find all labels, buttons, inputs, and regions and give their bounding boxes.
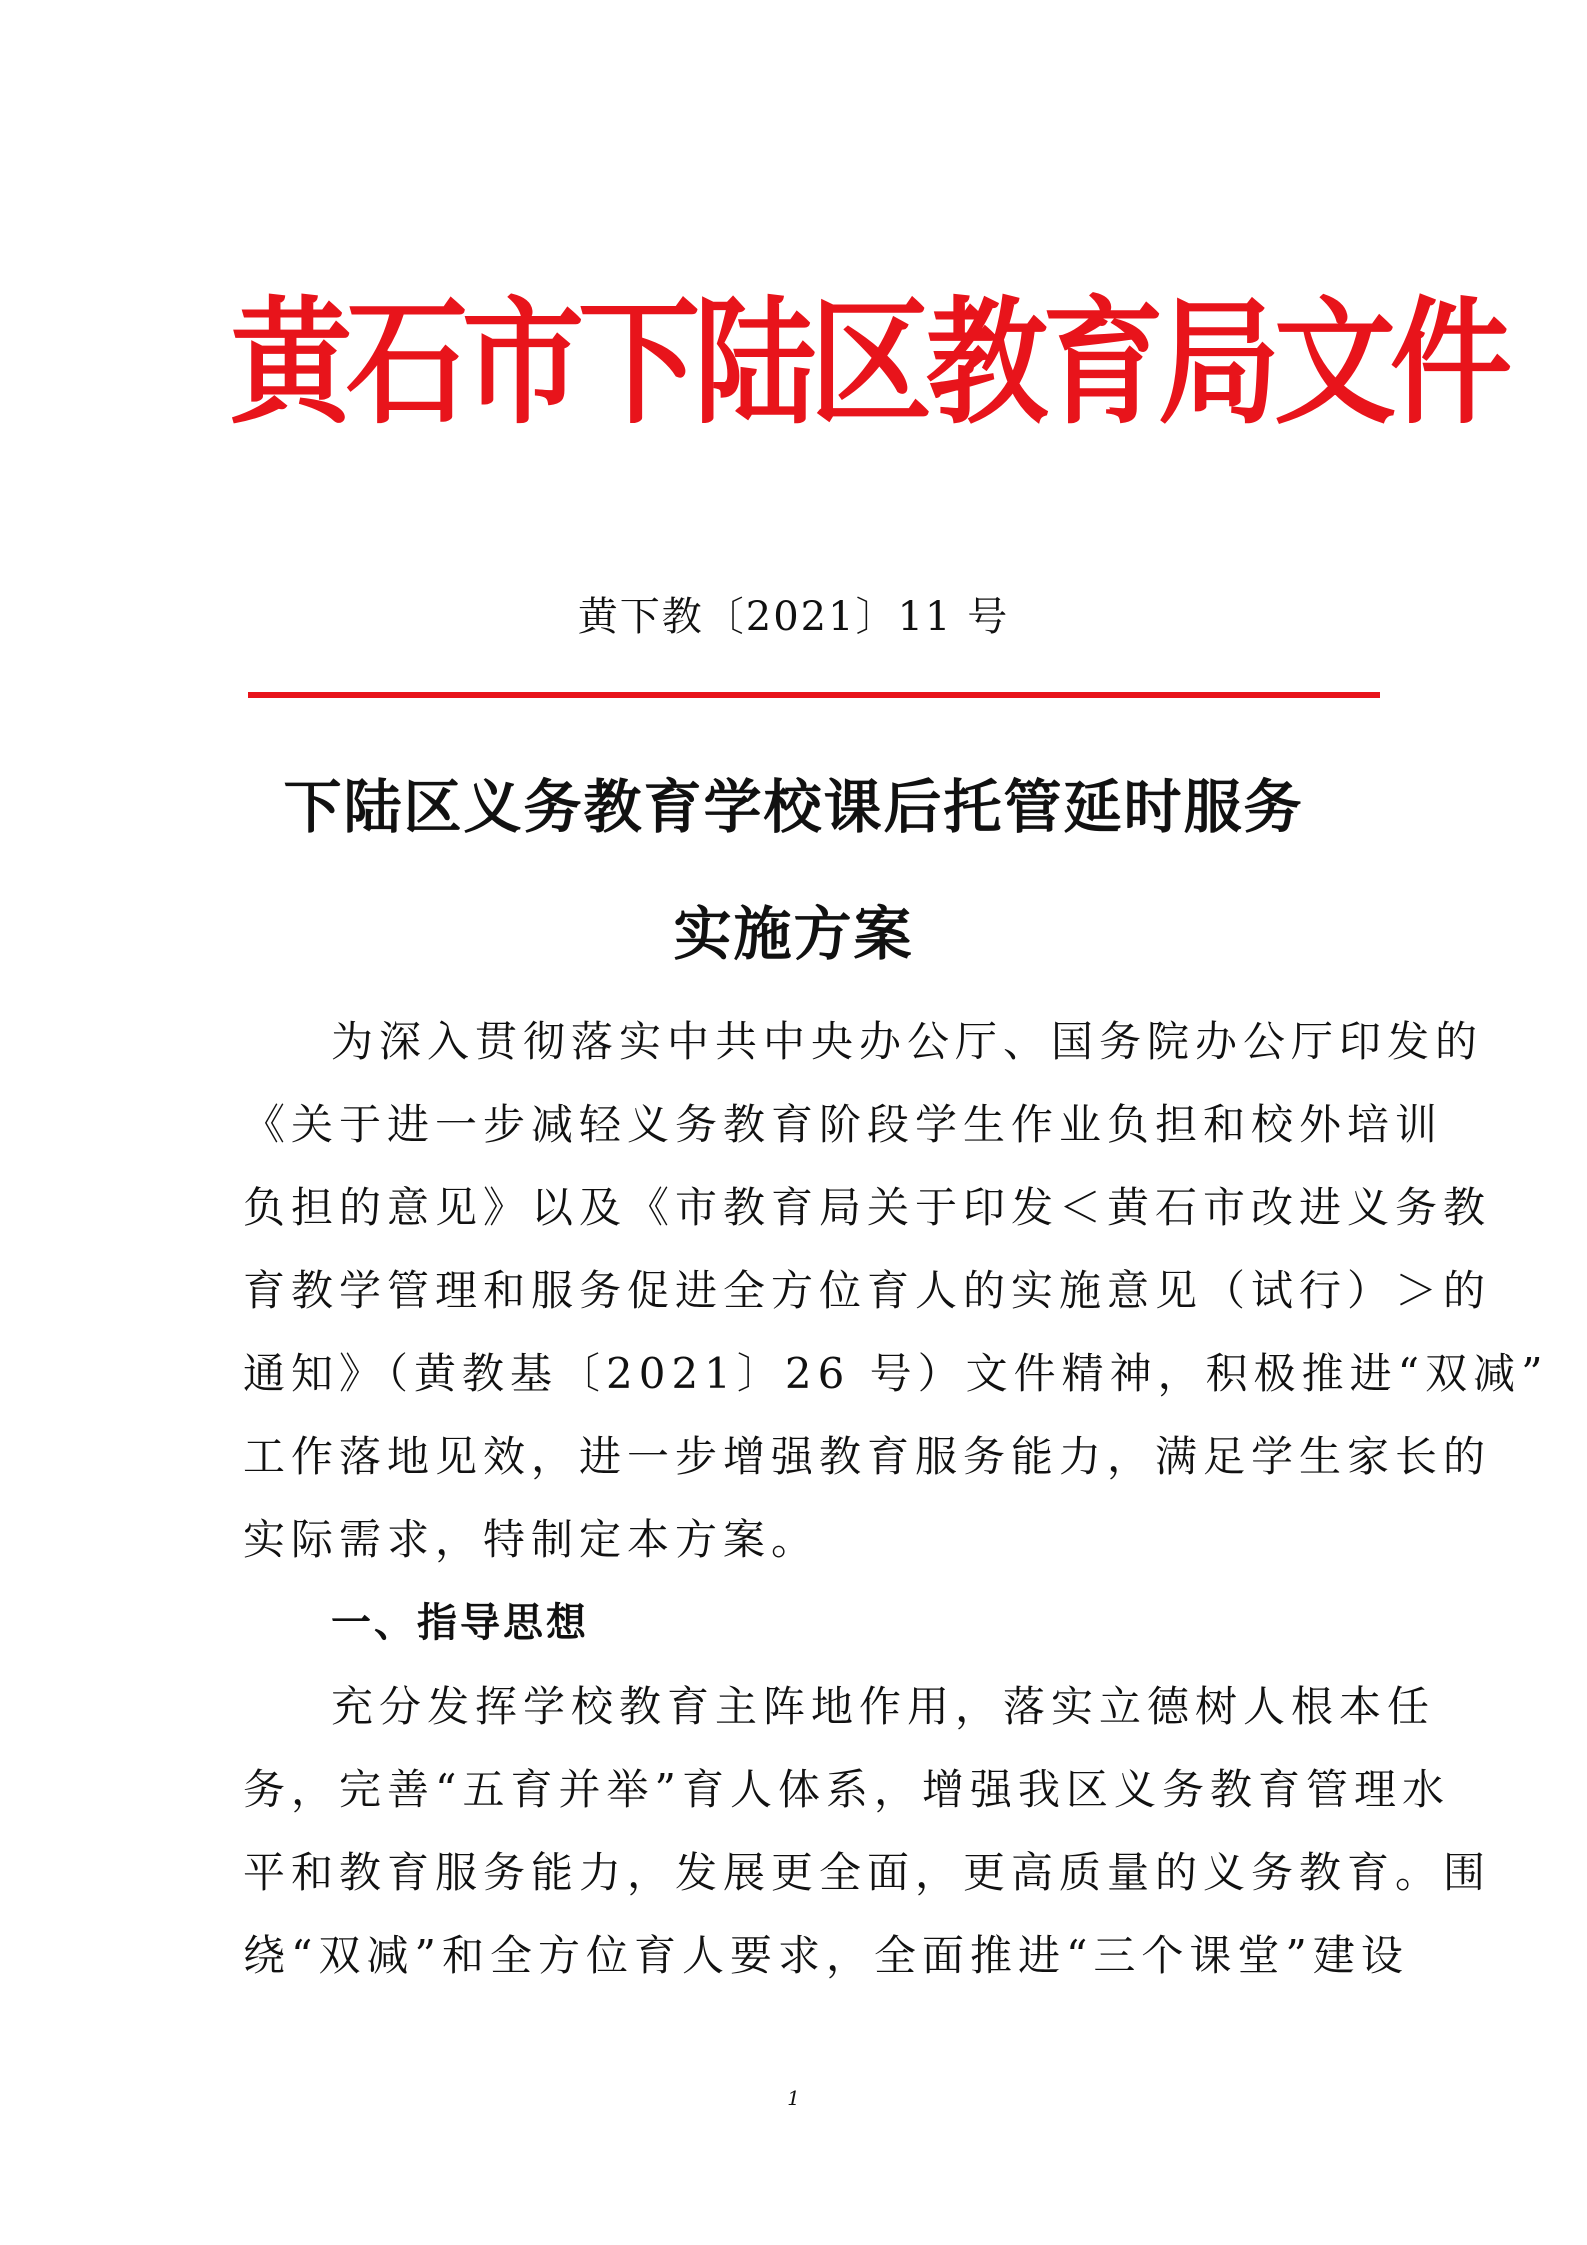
red-divider-line [248, 692, 1380, 698]
section-1-heading: 一、指导思想 [331, 1600, 589, 1646]
paragraph-1-line: 负担的意见》以及《市教育局关于印发＜黄石市改进义务教 [243, 1183, 1492, 1232]
paragraph-1-line: 实际需求，特制定本方案。 [243, 1515, 820, 1564]
paragraph-2-line: 务，完善“五育并举”育人体系，增强我区义务教育管理水 [243, 1765, 1450, 1814]
paragraph-1 [243, 1000, 1549, 1581]
issuer-header-title: 黄石市下陆区教育局文件 [230, 283, 1506, 443]
paragraph-2 [243, 1665, 1492, 1997]
paragraph-2-line: 充分发挥学校教育主阵地作用，落实立德树人根本任 [331, 1682, 1436, 1731]
document-title-line-2: 实施方案 [673, 900, 914, 968]
paragraph-1-line: 为深入贯彻落实中共中央办公厅、国务院办公厅印发的 [331, 1017, 1484, 1066]
paragraph-1-line: 育教学管理和服务促进全方位育人的实施意见（试行）＞的 [243, 1266, 1492, 1315]
paragraph-1-line: 《关于进一步减轻义务教育阶段学生作业负担和校外培训 [243, 1100, 1444, 1149]
page-number: 1 [787, 2086, 800, 2110]
paragraph-2-line: 平和教育服务能力，发展更全面，更高质量的义务教育。围 [243, 1848, 1492, 1897]
paragraph-2-line: 绕“双减”和全方位育人要求，全面推进“三个课堂”建设 [243, 1931, 1409, 1980]
document-title-line-1: 下陆区义务教育学校课后托管延时服务 [283, 773, 1304, 841]
paragraph-1-line: 通知》（黄教基〔2021〕26 号）文件精神，积极推进“双减” [243, 1349, 1549, 1398]
document-number: 黄下教〔2021〕11 号 [577, 594, 1010, 640]
paragraph-1-line: 工作落地见效，进一步增强教育服务能力，满足学生家长的 [243, 1432, 1492, 1481]
